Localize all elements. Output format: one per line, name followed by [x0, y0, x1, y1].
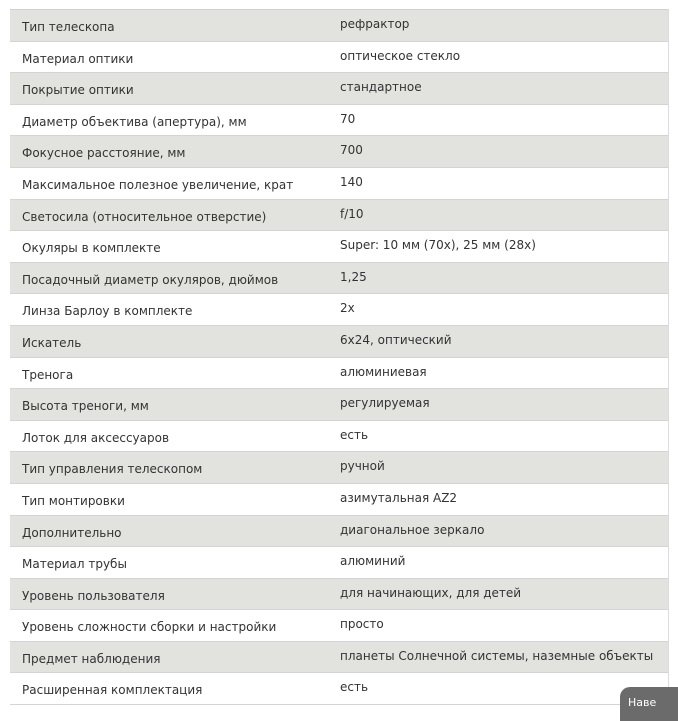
spec-value: рефрактор [340, 17, 410, 31]
spec-row [10, 452, 668, 484]
spec-value: 2x [340, 301, 355, 316]
spec-row [10, 263, 668, 295]
spec-value: f/10 [340, 206, 364, 221]
spec-row [10, 10, 668, 42]
spec-value: планеты Солнечной системы, наземные объекты [340, 648, 654, 663]
spec-value: 70 [340, 111, 356, 126]
spec-row [10, 389, 668, 421]
spec-label: Максимальное полезное увеличение, крат [22, 177, 294, 192]
spec-row [10, 421, 668, 453]
spec-label: Материал трубы [22, 557, 127, 572]
spec-row [10, 42, 668, 74]
spec-label: Предмет наблюдения [22, 651, 161, 666]
spec-label: Высота треноги, мм [22, 399, 149, 414]
spec-label: Расширенная комплектация [22, 683, 203, 698]
spec-value: Super: 10 мм (70x), 25 мм (28x) [340, 238, 536, 253]
spec-row [10, 642, 668, 674]
spec-label: Тип монтировки [22, 493, 125, 508]
spec-label: Материал оптики [22, 51, 134, 66]
spec-value: для начинающих, для детей [340, 585, 522, 600]
spec-label: Искатель [22, 335, 82, 350]
spec-label: Светосила (относительное отверстие) [22, 209, 267, 224]
spec-label: Дополнительно [22, 525, 122, 540]
spec-value: алюминиевая [340, 364, 427, 379]
spec-value: 140 [340, 174, 363, 189]
spec-value: азимутальная AZ2 [340, 490, 458, 505]
spec-value: 1,25 [340, 269, 367, 284]
spec-row [10, 73, 668, 105]
spec-row [10, 610, 668, 642]
spec-value: стандартное [340, 80, 422, 95]
table-right-border [668, 9, 669, 709]
spec-label: Фокусное расстояние, мм [22, 146, 186, 161]
spec-row [10, 294, 668, 326]
specs-table [10, 9, 668, 705]
spec-label: Лоток для аксессуаров [22, 430, 170, 445]
spec-row [10, 231, 668, 263]
spec-label: Покрытие оптики [22, 83, 134, 98]
spec-row [10, 200, 668, 232]
spec-row [10, 673, 668, 705]
spec-value: есть [340, 680, 369, 695]
spec-row [10, 105, 668, 137]
spec-row [10, 168, 668, 200]
spec-row [10, 547, 668, 579]
spec-label: Уровень сложности сборки и настройки [22, 620, 277, 635]
spec-row [10, 484, 668, 516]
spec-value: диагональное зеркало [340, 522, 485, 537]
spec-label: Тип телескопа [22, 20, 115, 34]
spec-value: ручной [340, 459, 385, 474]
navigation-tab-button[interactable] [620, 687, 678, 721]
spec-label: Тренога [22, 367, 74, 382]
spec-value: регулируемая [340, 396, 430, 411]
spec-label: Диаметр объектива (апертура), мм [22, 114, 247, 129]
spec-value: алюминий [340, 554, 406, 569]
spec-value: 700 [340, 143, 363, 158]
spec-row [10, 136, 668, 168]
spec-label: Окуляры в комплекте [22, 241, 161, 256]
spec-row [10, 516, 668, 548]
navigation-tab-label: Наве [628, 696, 657, 709]
spec-value: оптическое стекло [340, 48, 461, 63]
spec-label: Тип управления телескопом [22, 462, 203, 477]
spec-row [10, 579, 668, 611]
spec-label: Линза Барлоу в комплекте [22, 304, 193, 319]
spec-value: 6x24, оптический [340, 332, 452, 347]
spec-row [10, 326, 668, 358]
spec-label: Посадочный диаметр окуляров, дюймов [22, 272, 279, 287]
spec-value: есть [340, 427, 369, 442]
spec-value: просто [340, 617, 384, 632]
spec-label: Уровень пользователя [22, 588, 165, 603]
spec-row [10, 358, 668, 390]
